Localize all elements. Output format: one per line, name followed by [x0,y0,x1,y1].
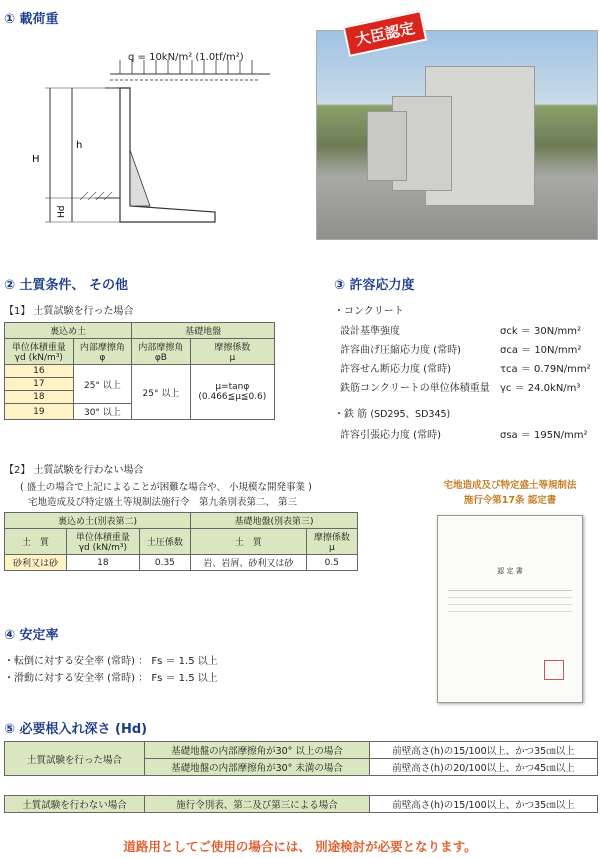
steel-item: 許容引張応力度 (常時) σsa ＝ 195N/mm² [340,430,588,441]
concrete-label: ・コンクリート [334,306,404,317]
no-soil-test-subtitle: 【2】 土質試験を行わない場合 [4,465,144,476]
section-3-title: ③ 許容応力度 [334,278,415,293]
note-1: ( 盛土の場合で上記によることが困難な場合や、 小規模な開発事業 ) [20,482,312,493]
embedment-table-a: 土質試験を行った場合 基礎地盤の内部摩擦角が30° 以上の場合 前壁高さ(h)の15/100以上、かつ35㎝以上 基礎地盤の内部摩擦角が30° 未満の場合 前壁高さ(h)の20/100以上、かつ45㎝以上 [4,741,598,776]
no-soil-test-table: 裏込め土(別表第二) 基礎地盤(別表第三) 土 質 単位体積重量 γd (kN/m³) 土圧係数 土 質 摩擦係数 μ 砂利又は砂 18 0.35 岩、岩屑、砂利又は砂 0.5 [4,512,358,571]
section-1-title: ① 載荷重 [4,12,59,27]
cert-caption: 宅地造成及び特定盛土等規制法 施行令第17条 認定書 [443,480,577,506]
load-diagram [10,40,280,240]
product-photo [316,30,598,240]
overturn-safety: ・転倒に対する安全率 (常時) ： Fs ＝ 1.5 以上 [4,656,218,667]
soil-test-subtitle: 【1】 土質試験を行った場合 [4,306,134,317]
note-2: 宅地造成及び特定盛土等規制法施行令 第九条別表第二、 第三 [28,497,298,508]
load-label: q = 10kN/m² (1.0tf/m²) [128,52,244,63]
embedment-table-b: 土質試験を行わない場合 施行令別表、第二及び第三による場合 前壁高さ(h)の15/100以上、かつ35㎝以上 [4,795,598,813]
certificate-image: 認 定 書 [437,515,583,703]
soil-test-table: 裏込め土 基礎地盤 単位体積重量 γd (kN/m³) 内部摩擦角 φ 内部摩擦角 φB 摩擦係数 μ 16 25° 以上 25° 以上 μ=tanφ (0.466≦μ≦0.6) 17 18 19 30° 以上 [4,322,275,420]
section-4-title: ④ 安定率 [4,628,59,643]
sliding-safety: ・滑動に対する安全率 (常時) ： Fs ＝ 1.5 以上 [4,673,218,684]
road-use-warning: 道路用としてご使用の場合には、 別途検討が必要となります。 [123,839,477,854]
concrete-list: 設計基準強度 σck ＝ 30N/mm² 許容曲げ圧縮応力度 (常時) σca ＝ 10N/mm² 許容せん断応力度 (常時) τca ＝ 0.79N/mm² 鉄筋コンクリートの単位体積重量 γc ＝ 24.0kN/m³ [340,326,591,394]
minister-approval-badge: 大臣認定 [343,10,428,57]
section-5-title: ⑤ 必要根入れ深さ (Hd) [4,722,148,737]
label-H: H [32,154,40,165]
seal-icon [544,660,564,680]
steel-label: ・鉄 筋 (SD295、SD345) [334,409,451,420]
label-h: h [76,140,83,151]
label-Hd: Hd [57,205,67,218]
section-2-title: ② 土質条件、 その他 [4,278,129,293]
